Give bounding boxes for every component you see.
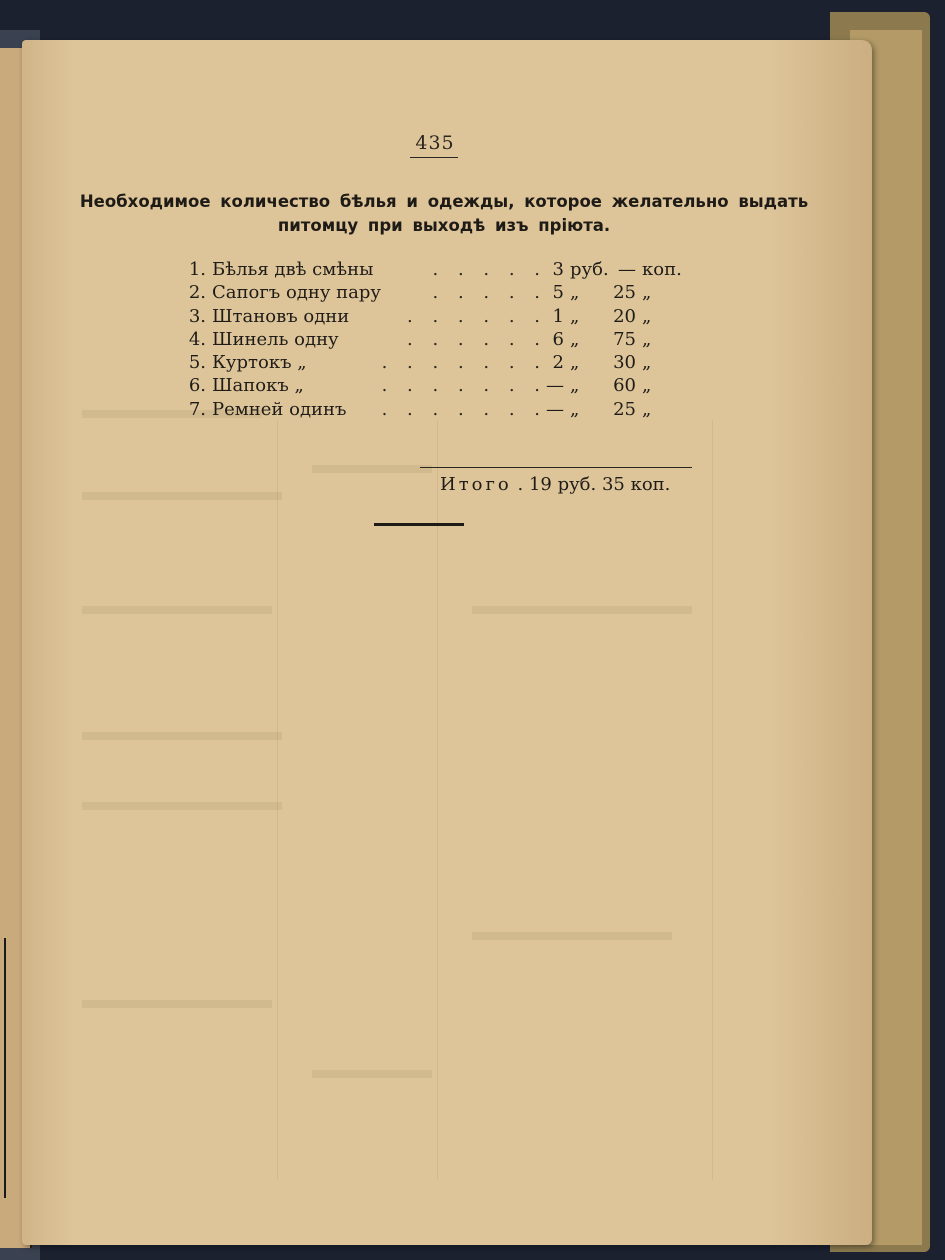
section-divider xyxy=(374,523,464,526)
dot-leader: . . . . . . . xyxy=(381,398,547,420)
clothing-list xyxy=(172,258,692,421)
item-rubles-unit: „ xyxy=(570,398,580,420)
item-number: 7. xyxy=(188,398,206,420)
show-through-mark xyxy=(82,802,282,810)
item-number: 2. xyxy=(188,282,206,304)
show-through-mark xyxy=(312,1070,432,1078)
item-number: 5. xyxy=(188,352,206,374)
list-item xyxy=(172,374,692,397)
dot-leader: . . . . . xyxy=(432,259,547,280)
show-through-column-line xyxy=(712,420,713,1180)
show-through-column-line xyxy=(437,420,438,1180)
item-rubles: 5 xyxy=(552,282,564,304)
show-through-mark xyxy=(82,492,282,500)
item-name: Бѣлья двѣ смѣны xyxy=(212,259,374,280)
item-kopecks: 60 xyxy=(613,375,636,397)
dot-leader: . . . . . xyxy=(432,282,547,304)
item-kopecks-unit: „ xyxy=(642,328,652,350)
heading-line-2: питомцу при выходѣ изъ прiюта. xyxy=(277,216,611,235)
item-rubles-unit: „ xyxy=(570,328,580,350)
show-through-mark xyxy=(472,932,672,940)
item-kopecks-unit: „ xyxy=(642,352,652,374)
item-kopecks: 20 xyxy=(613,305,636,327)
heading-line-1: Необходимое количество бѣлья и одежды, которое желательно выдать xyxy=(79,192,809,211)
item-kopecks-unit: „ xyxy=(642,282,652,304)
show-through-mark xyxy=(472,606,692,614)
item-rubles-unit: „ xyxy=(570,282,580,304)
item-kopecks-unit: коп. xyxy=(642,259,682,280)
item-kopecks: 25 xyxy=(613,282,636,304)
page-number: 435 xyxy=(415,132,455,154)
item-kopecks-unit: „ xyxy=(642,398,652,420)
list-item xyxy=(172,328,692,351)
list-item xyxy=(172,398,692,421)
item-number: 1. xyxy=(188,259,206,280)
page-number-underline xyxy=(410,157,458,158)
item-name: Шапокъ „ xyxy=(212,375,304,397)
total-label: Итого xyxy=(440,474,512,495)
item-number: 6. xyxy=(188,375,206,397)
dot-leader: . . . . . . xyxy=(407,328,547,350)
item-rubles-unit: „ xyxy=(570,375,580,397)
dot-leader: . . . . . . . xyxy=(381,375,547,397)
item-name: Штановъ одни xyxy=(212,305,350,327)
item-kopecks-unit: „ xyxy=(642,375,652,397)
item-rubles-unit: руб. xyxy=(570,259,609,280)
item-kopecks-unit: „ xyxy=(642,305,652,327)
item-name: Сапогъ одну пару xyxy=(212,282,382,304)
list-item xyxy=(172,351,692,374)
total-line xyxy=(440,474,700,495)
item-rubles-unit: „ xyxy=(570,305,580,327)
facing-page-rule xyxy=(4,938,6,1198)
dot-leader: . . . . . . xyxy=(407,305,547,327)
item-name: Ремней одинъ xyxy=(212,398,347,420)
total-value: . 19 руб. 35 коп. xyxy=(517,474,671,495)
dot-leader: . . . . . . . xyxy=(381,352,547,374)
list-item xyxy=(172,305,692,328)
item-number: 4. xyxy=(188,328,206,350)
item-number: 3. xyxy=(188,305,206,327)
list-item xyxy=(172,258,692,281)
list-item xyxy=(172,281,692,304)
show-through-mark xyxy=(312,465,432,473)
item-rubles-unit: „ xyxy=(570,352,580,374)
item-kopecks: — xyxy=(618,259,636,280)
total-rule xyxy=(420,467,692,468)
show-through-mark xyxy=(82,1000,272,1008)
item-rubles: 2 xyxy=(552,352,564,374)
item-kopecks: 25 xyxy=(613,398,636,420)
item-kopecks: 30 xyxy=(613,352,636,374)
show-through-mark xyxy=(82,732,282,740)
section-heading xyxy=(74,190,814,238)
item-name: Шинель одну xyxy=(212,328,339,350)
item-rubles: — xyxy=(546,398,564,420)
item-rubles: 3 xyxy=(552,259,564,280)
item-rubles: — xyxy=(546,375,564,397)
item-rubles: 6 xyxy=(552,328,564,350)
item-name: Куртокъ „ xyxy=(212,352,307,374)
show-through-mark xyxy=(82,606,272,614)
show-through-column-line xyxy=(277,420,278,1180)
document-page xyxy=(22,40,872,1245)
item-kopecks: 75 xyxy=(613,328,636,350)
item-rubles: 1 xyxy=(552,305,564,327)
